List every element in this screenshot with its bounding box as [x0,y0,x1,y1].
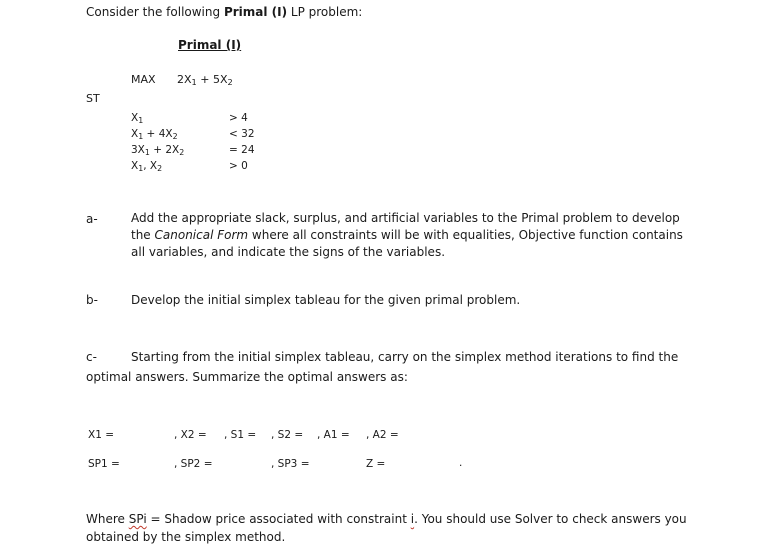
answer-sp3: , SP3 = [271,458,310,470]
part-c-line1: Starting from the initial simplex tableau, carry on the simplex method iterations to find the [131,350,679,364]
answer-x1: X1 = [88,429,115,441]
part-c-line2: optimal answers. Summarize the optimal answers as: [86,370,408,384]
answer-period: . [459,457,463,469]
intro-line: Consider the following Primal (I) LP problem: [86,5,363,19]
constraint-4-lhs: $X_1$, $X_2$ [131,160,163,173]
constraint-2-rhs: < 32 [229,128,255,140]
footer-line2: obtained by the simplex method. [86,530,286,544]
st-label: ST [86,92,100,105]
answer-z: Z = [366,458,386,470]
constraint-1-lhs: $X_1$ [131,112,144,125]
footer-line1: Where SPi = Shadow price associated with constraint i. You should use Solver to check answers you [86,512,687,526]
answer-s1: , S1 = [224,429,257,441]
constraint-3-lhs: $3X_1 + 2X_2$ [131,144,185,157]
answer-sp1: SP1 = [88,458,120,470]
primal-heading: Primal (I) [178,38,242,52]
answer-s2: , S2 = [271,429,304,441]
part-b-label: b- [86,293,98,307]
part-b-text: Develop the initial simplex tableau for the given primal problem. [131,293,521,307]
constraint-1-rhs: > 4 [229,112,248,124]
part-a-label: a- [86,212,98,226]
answer-a1: , A1 = [317,429,350,441]
answer-a2: , A2 = [366,429,399,441]
answer-x2: , X2 = [174,429,207,441]
answer-sp2: , SP2 = [174,458,213,470]
constraint-4-rhs: > 0 [229,160,248,172]
part-c-label: c- [86,350,97,364]
constraint-2-lhs: $X_1 + 4X_2$ [131,128,178,141]
objective-function: $2X_1 + 5X_2$ [177,73,233,88]
objective-label: MAX [131,73,156,86]
part-a-text: Add the appropriate slack, surplus, and artificial variables to the Primal problem to develop the Canonical Form where all constraints will be with equalities, Objective function contains all variables, and indicate the signs of the variables. [131,211,683,259]
constraint-3-rhs: = 24 [229,144,255,156]
